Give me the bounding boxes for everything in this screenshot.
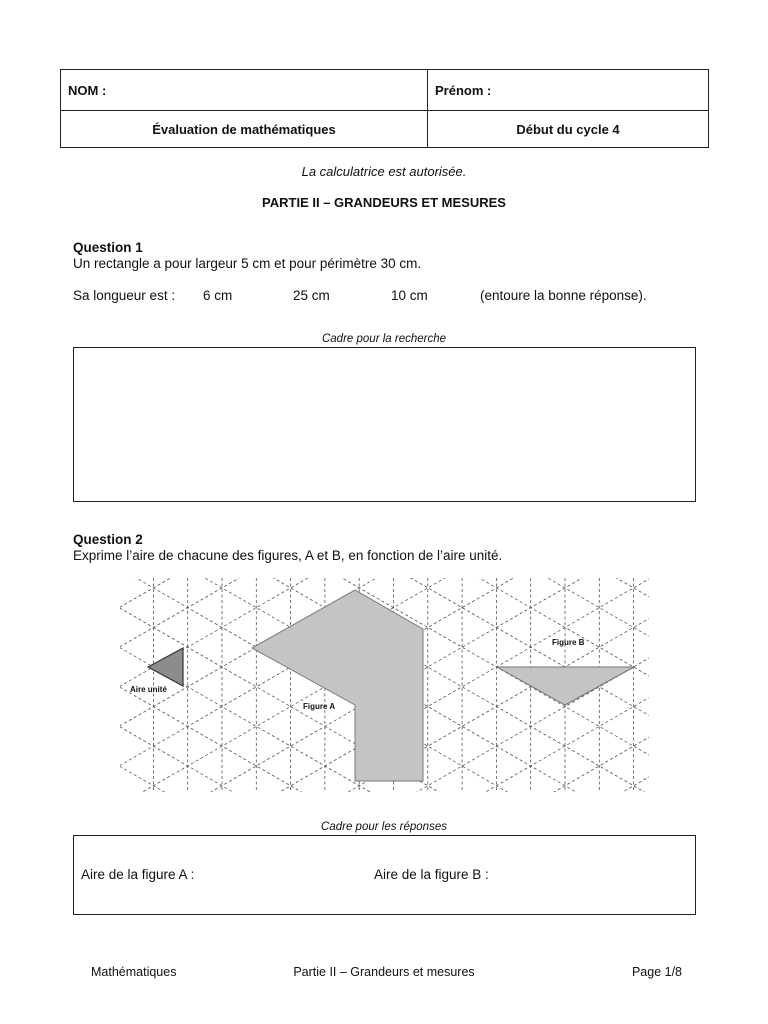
figure-a-label: Figure A	[303, 702, 336, 711]
part-title: PARTIE II – GRANDEURS ET MESURES	[262, 195, 506, 210]
prenom-cell[interactable]	[428, 70, 709, 111]
prenom-label: Prénom :	[435, 82, 492, 98]
footer-part: Partie II – Grandeurs et mesures	[293, 965, 475, 979]
research-frame[interactable]	[73, 347, 696, 502]
figure-b-answer-label: Aire de la figure B :	[374, 867, 489, 882]
unit-area-label: Aire unité	[130, 685, 167, 694]
question2-statement: Exprime l’aire de chacune des figures, A et B, en fonction de l’aire unité.	[73, 548, 503, 563]
choice-10cm[interactable]: 10 cm	[391, 288, 428, 303]
choice-6cm[interactable]: 6 cm	[203, 288, 233, 303]
cycle-label: Début du cycle 4	[428, 111, 709, 148]
question2-title: Question 2	[73, 532, 143, 547]
triangular-grid-figure	[120, 578, 649, 792]
answers-frame-caption: Cadre pour les réponses	[321, 821, 447, 833]
figure-a-answer-label: Aire de la figure A :	[81, 867, 195, 882]
nom-label: NOM :	[68, 82, 107, 98]
figure-b-label: Figure B	[552, 638, 585, 647]
question1-statement: Un rectangle a pour largeur 5 cm et pour périmètre 30 cm.	[73, 256, 422, 271]
header-table	[60, 69, 709, 148]
figure-a-answer-field[interactable]	[209, 858, 359, 892]
footer-subject: Mathématiques	[91, 965, 177, 979]
circle-instruction: (entoure la bonne réponse).	[480, 288, 647, 303]
figure-b-answer-field[interactable]	[499, 858, 684, 892]
evaluation-title: Évaluation de mathématiques	[61, 111, 428, 148]
length-prompt: Sa longueur est :	[73, 288, 176, 303]
footer-page-number: Page 1/8	[631, 965, 682, 979]
choice-25cm[interactable]: 25 cm	[293, 288, 330, 303]
question1-title: Question 1	[73, 240, 143, 255]
research-frame-caption: Cadre pour la recherche	[321, 333, 446, 345]
nom-cell[interactable]	[61, 70, 428, 111]
calculator-note: La calculatrice est autorisée.	[301, 164, 467, 179]
answers-frame	[73, 835, 696, 915]
